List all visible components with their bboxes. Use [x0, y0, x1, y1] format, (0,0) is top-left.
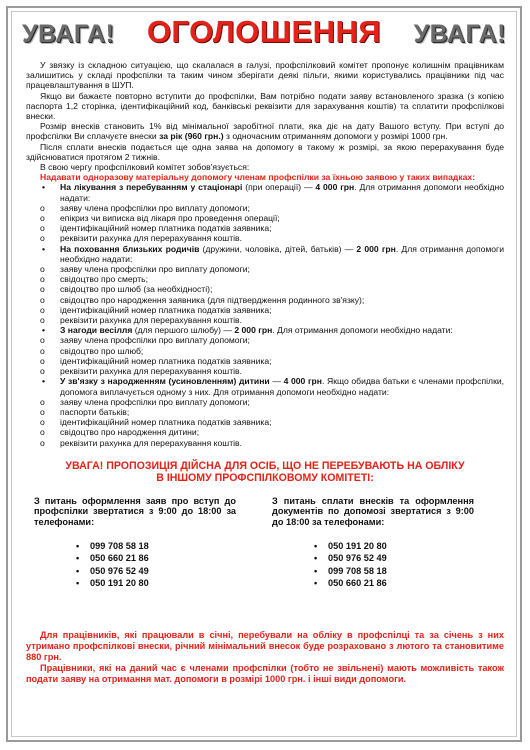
- aid-case-childbirth: [26, 376, 504, 396]
- list-item: o реквізити рахунка для перерахування коштів.: [60, 366, 504, 376]
- document-list-hospital: [26, 203, 504, 244]
- case-title: На поховання близьких родичів: [60, 243, 200, 254]
- list-item: o ідентифікаційний номер платника податків заявника;: [60, 356, 504, 366]
- yearly-fee: за рік (960 грн.): [159, 131, 224, 142]
- contacts-payments: [272, 496, 474, 590]
- phone-number: • 050 660 21 86: [90, 552, 236, 565]
- list-item: o епікриз чи виписка від лікаря про проведення операції;: [60, 213, 504, 223]
- list-item: o заяву члена профспілки про виплату допомоги;: [60, 397, 504, 407]
- list-item: o свідоцтво про смерть;: [60, 274, 504, 284]
- offer-notice-line-1: УВАГА! ПРОПОЗИЦІЯ ДІЙСНА ДЛЯ ОСІБ, ЩО НЕ ПЕРЕБУВАЮТЬ НА ОБЛІКУ: [65, 459, 465, 472]
- list-item: o реквізити рахунка для перерахування коштів.: [60, 315, 504, 325]
- case-requirements-intro: . Для отримання допомоги необхідно надати:: [60, 243, 504, 264]
- intro-paragraph-3-part-a: Розмір внесків становить 1% від мінімальної заробітної плати, яка діє на дату Вашого вступу. При вступі до профспілки Ви сплачуєте внески: [26, 121, 504, 142]
- case-detail: (при операції) —: [242, 182, 316, 193]
- bullet-icon: •: [42, 243, 46, 254]
- intro-paragraph-5: В свою чергу профспілковий комітет зобов'язується:: [40, 162, 250, 173]
- offer-notice: [26, 460, 504, 484]
- list-item: o ідентифікаційний номер платника податків заявника;: [60, 417, 504, 427]
- membership-phone-list: [34, 540, 236, 590]
- intro-paragraph-4: Після сплати внесків подається ще одна заява на допомогу в такому ж розмірі, за якою перерахування буде здійснюватися протягом 2 тижнів.: [26, 141, 504, 162]
- list-item: o реквізити рахунка для перерахування коштів.: [60, 438, 504, 448]
- aid-case-hospital: [26, 182, 504, 202]
- announcement-header: [14, 14, 514, 56]
- list-item: o свідоцтво про шлюб (за необхідності);: [60, 284, 504, 294]
- list-item: o заяву члена профспілки про виплату допомоги;: [60, 264, 504, 274]
- contacts-section: [26, 496, 504, 624]
- intro-paragraph-3: [26, 121, 504, 141]
- phone-number: • 050 976 52 49: [90, 565, 236, 578]
- contacts-membership: [34, 496, 236, 590]
- aid-case-wedding: [26, 325, 504, 335]
- payments-phone-list: [272, 540, 474, 590]
- case-amount: 2 000 грн: [356, 243, 396, 254]
- list-item: o свідоцтво про народження заявника (для підтвердження родинного зв'язку);: [60, 295, 504, 305]
- attention-label-left: УВАГА!: [22, 20, 115, 48]
- bullet-icon: •: [42, 376, 46, 387]
- list-item: o ідентифікаційний номер платника податків заявника;: [60, 305, 504, 315]
- list-item: o свідоцтво про шлюб;: [60, 346, 504, 356]
- document-list-childbirth: [26, 397, 504, 448]
- phone-number: • 099 708 58 18: [90, 540, 236, 553]
- case-title: З нагоди весілля: [60, 325, 133, 336]
- case-requirements-intro: . Якщо обидва батьки є членами профспілки, допомога виплачується одному з них. Для отримання допомоги необхідно надати:: [60, 376, 505, 397]
- list-item: o ідентифікаційний номер платника податків заявника;: [60, 223, 504, 233]
- footer-notes: [26, 630, 504, 685]
- list-item: o заяву члена профспілки про виплату допомоги;: [60, 335, 504, 345]
- case-detail: (для першого шлюбу) —: [132, 325, 235, 336]
- case-amount: 4 000 грн: [283, 376, 322, 387]
- intro-paragraph-3-part-c: з одночасним отриманням допомоги у розмірі 1000 грн.: [223, 131, 448, 142]
- phone-number: • 050 976 52 49: [328, 552, 474, 565]
- case-title: У зв'язку з народженням (усиновленням) дитини: [60, 376, 270, 387]
- case-amount: 4 000 грн: [315, 182, 355, 193]
- phone-number: • 099 708 58 18: [328, 565, 474, 578]
- bullet-icon: •: [42, 325, 46, 336]
- footer-note-1: Для працівників, які працювали в січні, перебували на обліку в профспілці та за січень з них утримано профспілкові внески, річний мінімальний внесок буде розраховано з лютого та становитиме 880 грн.: [26, 629, 504, 662]
- list-item: o реквізити рахунка для перерахування коштів.: [60, 233, 504, 243]
- phone-number: • 050 660 21 86: [328, 577, 474, 590]
- aid-case-funeral: [26, 244, 504, 264]
- list-item: o свідоцтво про народження дитини;: [60, 427, 504, 437]
- contacts-payments-heading: З питань сплати внесків та оформлення документів по допомозі звертатися з 9:00 до 18:00 за телефонами:: [272, 495, 474, 527]
- announcement-title: ОГОЛОШЕННЯ: [146, 14, 382, 49]
- attention-label-right: УВАГА!: [413, 20, 506, 48]
- case-requirements-intro: . Для отримання допомоги необхідно надати:: [272, 325, 453, 336]
- bullet-icon: •: [42, 182, 46, 193]
- document-list-wedding: [26, 335, 504, 376]
- phone-number: • 050 191 20 80: [328, 540, 474, 553]
- list-item: o паспорти батьків;: [60, 407, 504, 417]
- offer-notice-line-2: В ІНШОМУ ПРОФСПІЛКОВОМУ КОМІТЕТІ:: [156, 471, 374, 484]
- case-detail: (дружини, чоловіка, дітей, батьків) —: [199, 243, 357, 254]
- list-item: o заяву члена профспілки про виплату допомоги;: [60, 203, 504, 213]
- case-detail: —: [269, 376, 284, 387]
- aid-cases-heading: Надавати одноразову матеріальну допомогу членам профспілки за їхньою заявою у таких випадках:: [40, 172, 476, 183]
- intro-paragraph-2: Якщо ви бажаєте повторно вступити до профспілки, Вам потрібно подати заяву встановленого зразка (з копією паспорта 1,2 сторінка, ідентифікаційний код, банківські реквізити для зарахування коштів) та сплатити профспілкові внески.: [26, 90, 504, 122]
- case-amount: 2 000 грн: [234, 325, 273, 336]
- contacts-membership-heading: З питань оформлення заяв про вступ до профспілки звертатися з 9:00 до 18:00 за телефонами:: [34, 495, 236, 527]
- case-requirements-intro: . Для отримання допомоги необхідно надати:: [60, 182, 504, 203]
- intro-paragraph-1: У звязку із складною ситуацією, що скалалася в галузі, профспілковий комітет пропонує колишнім працівникам залишитись у складі профспілки та таким чином зберігати деякі пільги, якими користувались працівники під час працевлаштування в ШУП.: [26, 60, 504, 91]
- announcement-body: [26, 60, 504, 685]
- document-list-funeral: [26, 264, 504, 325]
- footer-note-2: Працівники, які на даний час є членами профспілки (тобто не звільнені) мають можливість також подати заяву на отримання мат. допомоги в розмірі 1000 грн. і інші види допомоги.: [26, 662, 504, 684]
- case-title: На лікування з перебуванням у стаціонарі: [60, 182, 243, 193]
- phone-number: • 050 191 20 80: [90, 577, 236, 590]
